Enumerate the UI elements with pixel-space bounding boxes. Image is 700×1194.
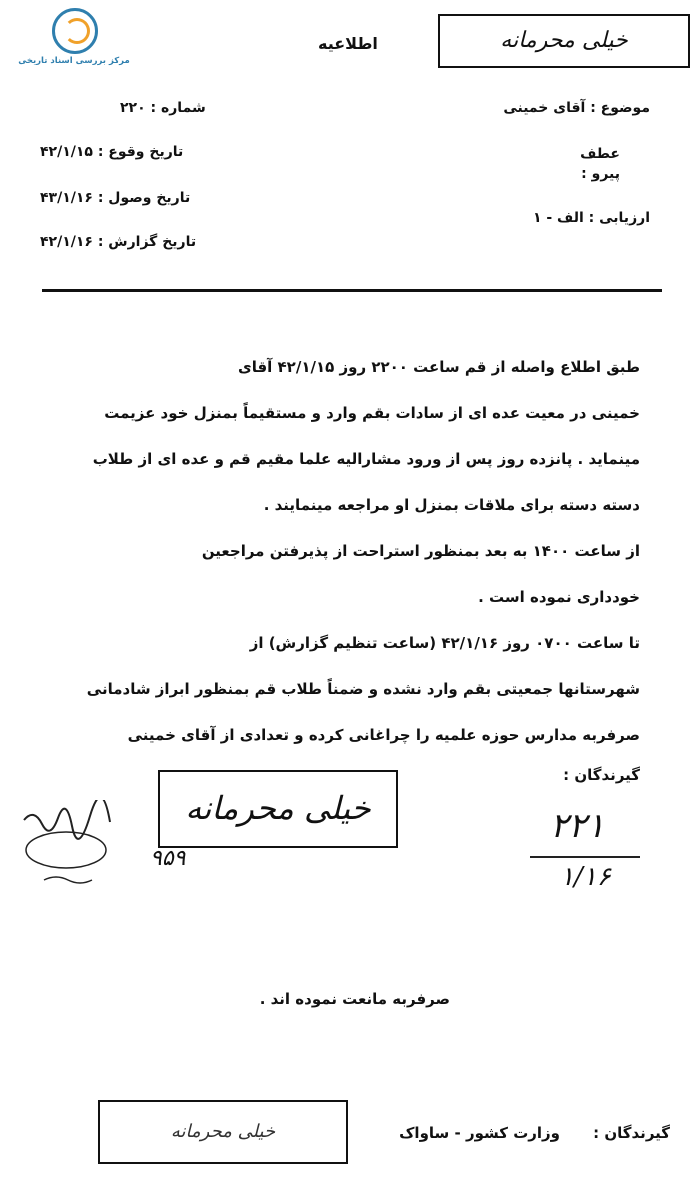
archive-logo [14, 6, 134, 74]
closing-line: صرفربه مانعت نموده اند . [259, 990, 450, 1008]
handwritten-note-right [470, 806, 650, 896]
body-line-1: طبق اطلاع واصله از قم ساعت ۲۲۰۰ روز ۴۲/۱/۱۵ آقای [237, 358, 640, 376]
handwritten-number-left: ۹۵۹ [150, 846, 186, 871]
body-line-2: خمینی در معیت عده ای از سادات بقم وارد و مستقیماً بمنزل خود عزیمت [104, 404, 640, 422]
handwritten-date-right: ۱/۱۶ [560, 862, 611, 892]
body-line-4: دسته دسته برای ملاقات بمنزل او مراجعه مینمایند . [263, 496, 640, 514]
date-of-report: تاریخ گزارش : ۴۲/۱/۱۶ [40, 234, 197, 250]
handwritten-number-right: ۲۲۱ [550, 806, 605, 846]
body-line-7: تا ساعت ۰۷۰۰ روز ۴۲/۱/۱۶ (ساعت تنظیم گزارش) از [249, 634, 640, 652]
report-type-title: اطلاعیه [318, 34, 378, 53]
date-of-event: تاریخ وقوع : ۴۲/۱/۱۵ [40, 144, 184, 160]
reference-label: عطف [580, 146, 620, 162]
report-number: شماره : ۲۲۰ [120, 100, 206, 116]
classification-stamp-top: خیلی محرمانه [438, 14, 690, 68]
recipients-label: گیرندگان : [593, 1124, 670, 1142]
recipients-label-upper: گیرندگان : [563, 766, 640, 784]
classification-stamp-bottom: خیلی محرمانه [98, 1100, 348, 1164]
reference-sub: پیرو : [581, 166, 620, 182]
body-line-9: صرفربه مدارس حوزه علمیه را چراغانی کرده و تعدادی از آقای خمینی [127, 726, 640, 744]
handwritten-fraction-line [530, 856, 640, 858]
logo-caption: مرکز بررسی اسناد تاریخی [18, 56, 130, 66]
body-line-8: شهرستانها جمعیتی بقم وارد نشده و ضمناً طلاب قم بمنظور ابراز شادمانی [86, 680, 640, 698]
body-line-5: از ساعت ۱۴۰۰ به بعد بمنظور استراحت از پذیرفتن مراجعین [201, 542, 640, 560]
evaluation-line: ارزیابی : الف - ۱ [532, 210, 650, 226]
classification-stamp-middle: خیلی محرمانه [158, 770, 398, 848]
date-received: تاریخ وصول : ۴۳/۱/۱۶ [40, 190, 191, 206]
body-line-3: مینماید . پانزده روز پس از ورود مشارالیه علما مقیم قم و عده ای از طلاب [92, 450, 640, 468]
subject-line: موضوع : آقای خمینی [503, 100, 650, 116]
logo-inner-ring-icon [64, 18, 90, 44]
body-line-6: خودداری نموده است . [478, 588, 640, 606]
handwritten-signature [14, 800, 134, 890]
header-divider [42, 289, 662, 292]
recipients-value: وزارت کشور - ساواک [399, 1124, 560, 1142]
